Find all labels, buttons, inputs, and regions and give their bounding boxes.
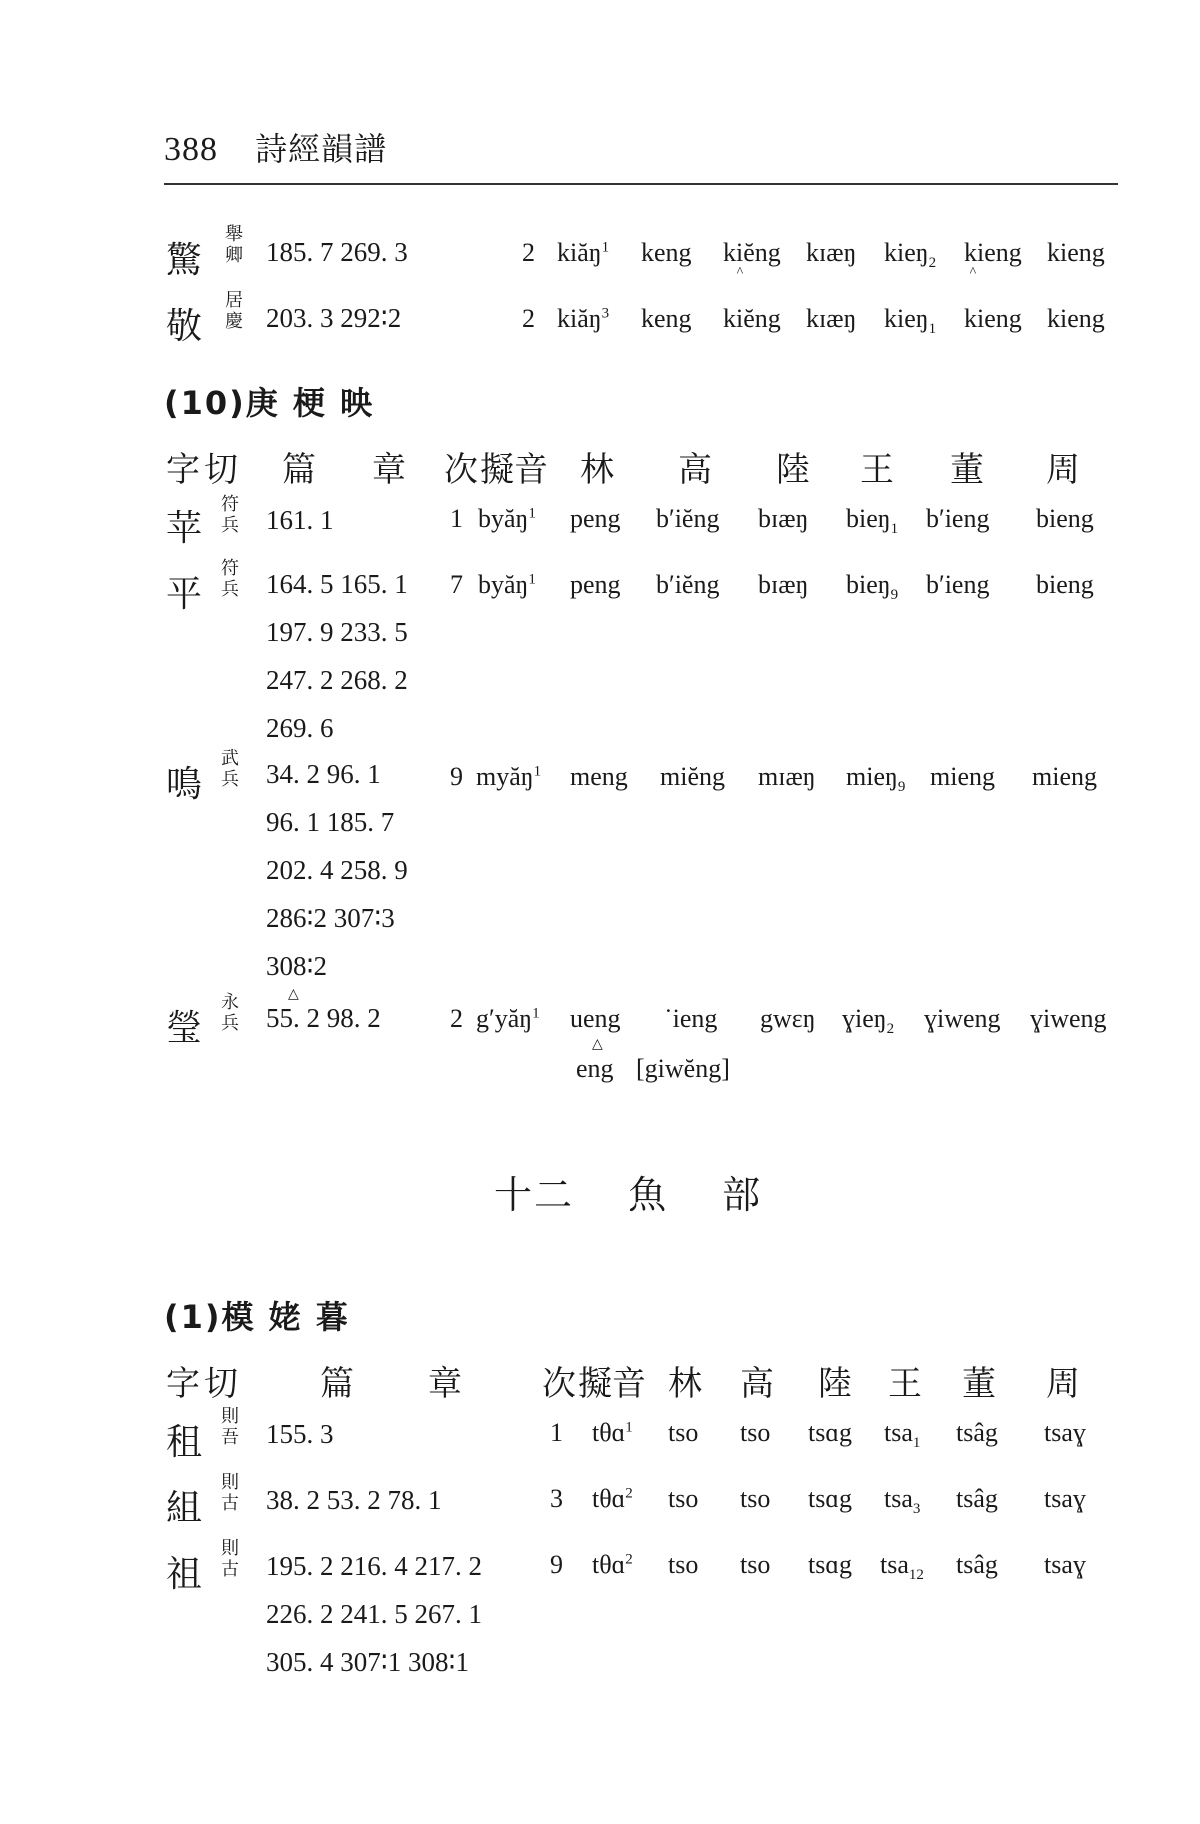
reading-lu: kɪæŋ — [806, 304, 857, 333]
reading-wang: kieŋ$_2$ — [884, 238, 937, 272]
col-header: 章 — [372, 450, 406, 490]
fanqie: 武 兵 — [221, 748, 239, 790]
page-number: 388 — [164, 131, 218, 168]
entry-char: 組 — [166, 1488, 203, 1529]
col-header: 字 — [166, 1364, 200, 1404]
book-title: 詩經韻譜 — [255, 130, 388, 168]
fanqie: 舉 卿 — [225, 224, 243, 266]
count: 2 — [450, 1004, 463, 1033]
col-header: 高 — [678, 450, 712, 490]
col-header: 林 — [580, 450, 614, 490]
entry-char: 敬 — [166, 306, 203, 347]
reading-li: g′yăŋ$^1$ — [476, 1004, 540, 1033]
col-header: 王 — [860, 450, 894, 490]
refs: 203. 3 292∶2 — [266, 303, 402, 333]
reading-gao: tso — [740, 1484, 771, 1513]
fanqie: 則 古 — [221, 1538, 239, 1580]
reading-dong: ɣiweng — [924, 1004, 1001, 1033]
col-header: 董 — [950, 450, 984, 490]
col-header: 篇 — [282, 450, 316, 490]
reading-gao: kiĕng — [723, 304, 781, 333]
col-header: 董 — [962, 1364, 996, 1404]
reading-dong: b′ieng — [926, 570, 990, 599]
reading-wang: bieŋ$_9$ — [846, 570, 899, 604]
reading-lu: tsɑg — [808, 1484, 852, 1513]
count: 1 — [450, 504, 463, 533]
reading-lin: meng — [570, 762, 628, 791]
reading-lin: tso — [668, 1484, 699, 1513]
reading-zhou: tsaɣ — [1044, 1550, 1086, 1579]
reading-lin: keng — [641, 304, 692, 333]
reading-li: kiăŋ$^1$ — [557, 238, 610, 267]
reading-zhou: kieng — [1047, 304, 1105, 333]
reading-zhou: bieng — [1036, 570, 1094, 599]
reading-li: myăŋ$^1$ — [476, 762, 542, 791]
running-header — [164, 124, 387, 170]
count: 1 — [550, 1418, 563, 1447]
count: 9 — [450, 762, 463, 791]
col-header: 章 — [428, 1364, 462, 1404]
reading-dong: tsâg — [956, 1550, 998, 1579]
reading-dong: kieng — [964, 304, 1022, 333]
reading-dong: kieng ^ — [964, 238, 1022, 280]
section-title: (10)庚 梗 映 — [164, 384, 375, 422]
col-header: 周 — [1046, 450, 1080, 490]
reading-zhou: bieng — [1036, 504, 1094, 533]
reading-wang: kieŋ$_1$ — [884, 304, 937, 338]
reading-lin: ueng — [570, 1004, 621, 1033]
entry-char: 驚 — [166, 240, 203, 281]
refs: 161. 1 — [266, 505, 334, 535]
reading-zhou: ɣiweng — [1030, 1004, 1107, 1033]
reading-li: kiăŋ$^3$ — [557, 304, 610, 333]
reading-gao: miĕng — [660, 762, 725, 791]
fanqie: 永 兵 — [221, 992, 239, 1034]
entry-char: 祖 — [166, 1554, 203, 1595]
col-header: 次 — [542, 1364, 576, 1404]
col-header: 陸 — [776, 450, 810, 490]
refs: 34. 2 96. 1 96. 1 185. 7 202. 4 258. 9 286∶2 307∶3 308∶2 — [266, 759, 408, 981]
col-header: 篇 — [320, 1364, 354, 1404]
triangle-mark: △ — [592, 1036, 603, 1052]
col-header: 擬音 — [578, 1364, 646, 1404]
reading-lu: gwɛŋ — [760, 1004, 816, 1033]
entry-char: 瑩 — [166, 1008, 203, 1049]
reading-gao: tso — [740, 1550, 771, 1579]
header-rule — [164, 183, 1118, 185]
reading-lin: tso — [668, 1418, 699, 1447]
reading-dong: mieng — [930, 762, 995, 791]
fanqie: 符 兵 — [221, 494, 239, 536]
refs: 164. 5 165. 1 197. 9 233. 5 247. 2 268. 2 269. 6 — [266, 569, 408, 743]
reading-gao: ˙ieng — [664, 1004, 718, 1033]
reading-wang: tsa$_{12}$ — [880, 1550, 924, 1584]
refs: 155. 3 — [266, 1419, 334, 1449]
col-header: 陸 — [818, 1364, 852, 1404]
reading-gao: tso — [740, 1418, 771, 1447]
reading-lu: mɪæŋ — [758, 762, 816, 791]
count: 2 — [522, 304, 535, 333]
entry-char: 鳴 — [166, 764, 203, 805]
reading-wang: tsa$_3$ — [884, 1484, 921, 1518]
reading-lin: peng — [570, 504, 621, 533]
count: 2 — [522, 238, 535, 267]
reading-gao: b′iĕng — [656, 570, 720, 599]
refs: 195. 2 216. 4 217. 2 226. 2 241. 5 267. 1 305. 4 307∶1 308∶1 — [266, 1551, 482, 1677]
refs: 38. 2 53. 2 78. 1 — [266, 1485, 442, 1515]
reading-lu: tsɑg — [808, 1418, 852, 1447]
reading-lu: bɪæŋ — [758, 570, 809, 599]
reading-zhou: tsaɣ — [1044, 1484, 1086, 1513]
reading-lin: tso — [668, 1550, 699, 1579]
count: 9 — [550, 1550, 563, 1579]
entry-char: 租 — [166, 1422, 203, 1463]
col-header: 擬音 — [480, 450, 548, 490]
section-title: (1)模 姥 暮 — [164, 1298, 350, 1336]
reading-dong: tsâg — [956, 1418, 998, 1447]
col-header: 周 — [1046, 1364, 1080, 1404]
reading-lu: tsɑg — [808, 1550, 852, 1579]
reading-dong: b′ieng — [926, 504, 990, 533]
entry-char: 苹 — [166, 508, 203, 549]
reading-lin: peng — [570, 570, 621, 599]
fanqie: 居 慶 — [225, 290, 243, 332]
reading-zhou: mieng — [1032, 762, 1097, 791]
reading-wang: tsa$_1$ — [884, 1418, 921, 1452]
reading-wang: ɣieŋ$_2$ — [842, 1004, 895, 1038]
reading-lu: bɪæŋ — [758, 504, 809, 533]
reading-wang: bieŋ$_1$ — [846, 504, 899, 538]
reading-li: byăŋ$^1$ — [478, 504, 536, 533]
col-header: 字 — [166, 450, 200, 490]
reading-li: tθɑ$^2$ — [592, 1484, 633, 1513]
reading-wang: mieŋ$_9$ — [846, 762, 906, 796]
refs: 55. 2 98. 2 — [266, 1003, 381, 1033]
count: 3 — [550, 1484, 563, 1513]
reading-extra-bracket: [giwĕng] — [636, 1054, 730, 1083]
col-header: 切 — [204, 1364, 238, 1404]
fanqie: 則 吾 — [221, 1406, 239, 1448]
reading-gao: kiĕng ^ — [723, 238, 781, 280]
reading-li: tθɑ$^2$ — [592, 1550, 633, 1579]
part-title: 十二 魚 部 — [494, 1173, 763, 1217]
col-header: 林 — [668, 1364, 702, 1404]
col-header: 高 — [740, 1364, 774, 1404]
reading-li: tθɑ$^1$ — [592, 1418, 633, 1447]
reading-gao: b′iĕng — [656, 504, 720, 533]
col-header: 次 — [444, 450, 478, 490]
reading-li: byăŋ$^1$ — [478, 570, 536, 599]
entry-char: 平 — [166, 574, 203, 615]
fanqie: 符 兵 — [221, 558, 239, 600]
refs: 185. 7 269. 3 — [266, 237, 408, 267]
fanqie: 則 古 — [221, 1472, 239, 1514]
triangle-mark: △ — [288, 986, 299, 1002]
reading-lu: kɪæŋ — [806, 238, 857, 267]
reading-dong: tsâg — [956, 1484, 998, 1513]
reading-lin: keng — [641, 238, 692, 267]
col-header: 切 — [204, 450, 238, 490]
col-header: 王 — [888, 1364, 922, 1404]
reading-extra: eng — [576, 1054, 614, 1083]
reading-zhou: tsaɣ — [1044, 1418, 1086, 1447]
count: 7 — [450, 570, 463, 599]
reading-zhou: kieng — [1047, 238, 1105, 267]
